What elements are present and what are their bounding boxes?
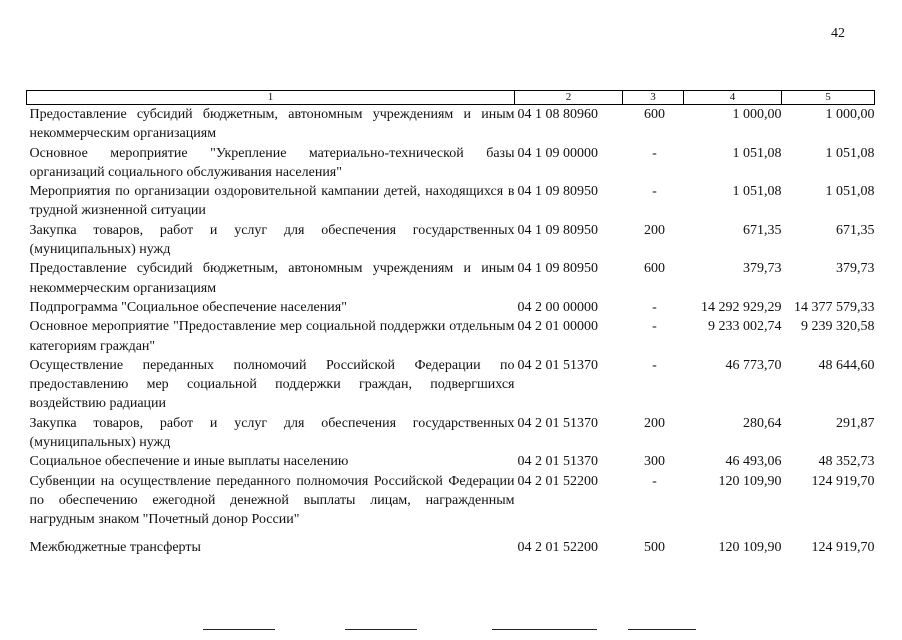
row-code: 04 1 09 00000 [517, 145, 598, 161]
row-value-2: 379,73 [836, 261, 875, 277]
row-name: Основное мероприятие "Укрепление материально-технической базы организаций социального обслуживания населения" [29, 145, 515, 180]
row-value-1: 46 493,06 [725, 454, 782, 470]
row-type: 600 [644, 107, 665, 122]
row-value-2: 291,87 [836, 415, 875, 431]
table-row [27, 317, 875, 356]
row-code: 04 1 09 80950 [517, 261, 598, 277]
row-code: 04 2 01 51370 [517, 357, 598, 373]
row-name: Закупка товаров, работ и услуг для обеспечения государственных (муниципальных) нужд [29, 415, 515, 451]
row-type: 300 [644, 454, 665, 470]
table-row [27, 182, 875, 221]
row-name: Подпрограмма "Социальное обеспечение населения" [29, 299, 347, 315]
row-name: Закупка товаров, работ и услуг для обеспечения государственных (муниципальных) нужд [29, 222, 515, 258]
row-name: Социальное обеспечение и иные выплаты населению [29, 454, 349, 470]
row-type: - [652, 319, 657, 335]
row-name: Осуществление переданных полномочий Российской Федерации по предоставлению мер социальной поддержки граждан, подвергшихся воздействию радиации [29, 357, 515, 412]
col-header-year2: 5 [782, 91, 875, 105]
row-value-2: 1 051,08 [825, 145, 875, 161]
row-value-2: 671,35 [836, 222, 875, 238]
signature-line [492, 629, 597, 630]
row-value-2: 1 051,08 [825, 184, 875, 200]
row-type: 200 [644, 222, 665, 238]
row-value-1: 379,73 [743, 261, 782, 277]
row-type: - [652, 184, 657, 200]
page-number: 42 [831, 26, 845, 41]
signature-line [628, 629, 696, 630]
row-name: Основное мероприятие "Предоставление мер социальной поддержки отдельным категориям граждан" [29, 319, 515, 354]
row-code: 04 2 01 51370 [517, 415, 598, 431]
row-value-2: 9 239 320,58 [801, 319, 875, 335]
row-code: 04 1 08 80960 [517, 107, 598, 122]
table-row [27, 356, 875, 414]
row-type: - [652, 145, 657, 161]
row-type: - [652, 473, 657, 489]
row-value-1: 120 109,90 [718, 539, 782, 555]
row-value-2: 124 919,70 [811, 473, 875, 489]
header-row [27, 91, 875, 105]
row-name: Межбюджетные трансферты [29, 539, 201, 555]
table-row [27, 105, 875, 144]
col-header-type: 3 [623, 91, 684, 105]
row-value-2: 48 644,60 [818, 357, 875, 373]
row-name: Предоставление субсидий бюджетным, автономным учреждениям и иным некоммерческим организациям [29, 261, 515, 296]
row-name: Мероприятия по организации оздоровительной кампании детей, находящихся в трудной жизненной ситуации [29, 184, 515, 219]
col-header-name: 1 [27, 91, 515, 105]
row-code: 04 1 09 80950 [517, 222, 598, 238]
row-code: 04 2 01 52200 [517, 473, 598, 489]
row-value-1: 1 051,08 [732, 145, 782, 161]
table-row [27, 414, 875, 453]
row-value-2: 48 352,73 [818, 454, 875, 470]
row-value-1: 120 109,90 [718, 473, 782, 489]
row-value-1: 46 773,70 [725, 357, 782, 373]
row-name: Предоставление субсидий бюджетным, автономным учреждениям и иным некоммерческим организациям [29, 107, 515, 142]
table-row [27, 221, 875, 260]
row-name: Субвенции на осуществление переданного полномочия Российской Федерации по обеспечению ежегодной денежной выплаты лицам, награжденным нагрудным знаком "Почетный донор России" [29, 473, 515, 528]
row-value-2: 1 000,00 [825, 107, 875, 122]
table-row [27, 530, 875, 557]
row-type: 200 [644, 415, 665, 431]
row-value-2: 124 919,70 [811, 539, 875, 555]
row-value-1: 280,64 [743, 415, 782, 431]
table-row [27, 472, 875, 530]
table-row [27, 259, 875, 298]
row-value-1: 14 292 929,29 [701, 299, 782, 315]
row-value-1: 1 051,08 [732, 184, 782, 200]
row-type: 600 [644, 261, 665, 277]
row-type: 500 [644, 539, 665, 555]
row-code: 04 2 00 00000 [517, 299, 598, 315]
row-value-1: 1 000,00 [732, 107, 782, 122]
row-value-2: 14 377 579,33 [794, 299, 875, 315]
col-header-code: 2 [515, 91, 623, 105]
table-row [27, 298, 875, 317]
col-header-year1: 4 [684, 91, 782, 105]
row-value-1: 671,35 [743, 222, 782, 238]
row-code: 04 2 01 00000 [517, 319, 598, 335]
signature-line [345, 629, 417, 630]
row-type: - [652, 357, 657, 373]
signature-line [203, 629, 275, 630]
table-row [27, 452, 875, 471]
row-code: 04 2 01 51370 [517, 454, 598, 470]
budget-table [26, 90, 875, 557]
row-value-1: 9 233 002,74 [708, 319, 782, 335]
row-type: - [652, 299, 657, 315]
table-row [27, 144, 875, 183]
row-code: 04 2 01 52200 [517, 539, 598, 555]
row-code: 04 1 09 80950 [517, 184, 598, 200]
